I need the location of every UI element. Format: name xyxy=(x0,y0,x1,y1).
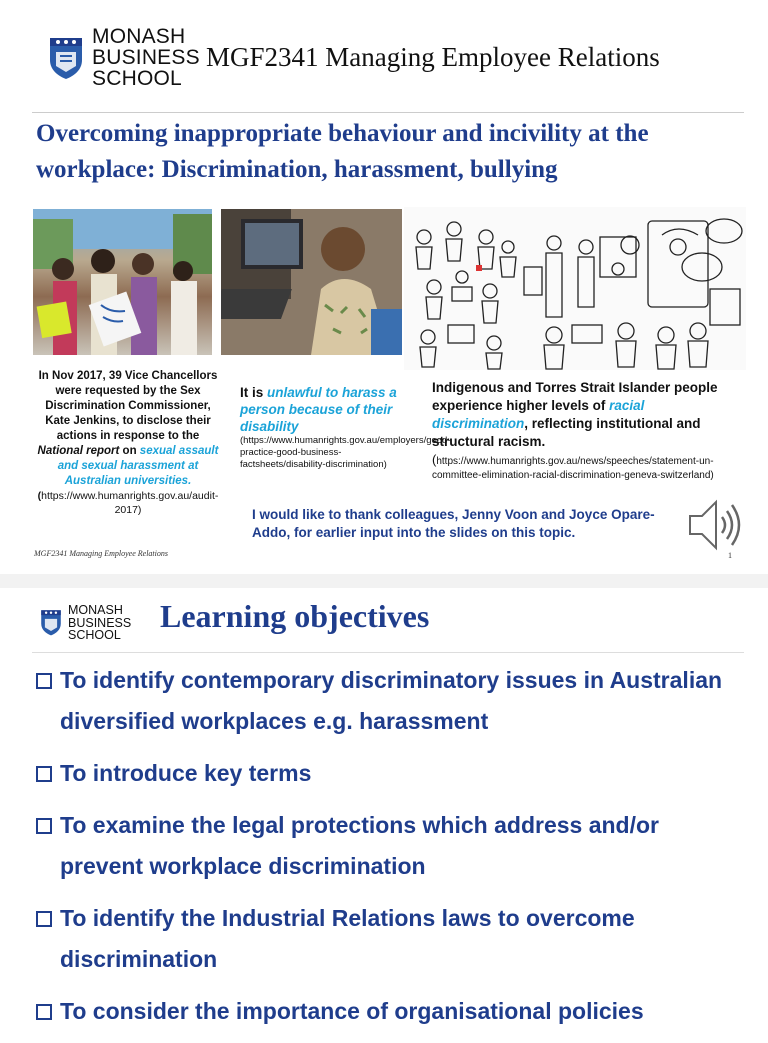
checkbox-icon xyxy=(36,766,52,782)
objective-text: To identify contemporary discriminatory issues in Australian diversified workplaces e.g. harassment xyxy=(60,667,723,734)
divider xyxy=(32,112,744,113)
slide-separator xyxy=(0,574,768,588)
racism-illustration xyxy=(404,207,746,370)
logo-line-3: SCHOOL xyxy=(68,628,121,642)
logo-line-2: BUSINESS xyxy=(68,615,132,630)
source-url xyxy=(432,453,742,483)
page-number: 1 xyxy=(728,551,732,560)
checkbox-icon xyxy=(36,911,52,927)
list-item xyxy=(34,660,734,742)
objective-text: To examine the legal protections which address and/or prevent workplace discrimination xyxy=(60,812,659,879)
objective-text: To consider the importance of organisational policies xyxy=(60,998,644,1024)
url-text: https://www.humanrights.gov.au/audit-2017) xyxy=(41,490,219,516)
logo-wordmark xyxy=(92,26,200,89)
monash-crest-icon xyxy=(40,609,62,636)
divider xyxy=(32,652,744,653)
objectives-list xyxy=(34,660,734,1043)
caption-text: In Nov 2017, 39 Vice Chancellors were requested by the Sex Discrimination Commissioner, Kate Jenkins, to disclose their actions in response to the xyxy=(38,370,218,442)
list-item xyxy=(34,805,734,887)
caption-text: on xyxy=(119,445,140,457)
caption-disability xyxy=(240,384,451,471)
url-bracket: ( xyxy=(432,452,437,467)
course-title: MGF2341 Managing Employee Relations xyxy=(206,42,660,72)
monash-logo xyxy=(48,26,200,89)
slide-heading: Overcoming inappropriate behaviour and incivility at the workplace: Discrimination, harassment, bullying xyxy=(36,120,649,183)
checkbox-icon xyxy=(36,818,52,834)
caption-text: It is xyxy=(240,385,268,400)
speaker-icon[interactable] xyxy=(686,496,746,554)
checkbox-icon xyxy=(36,673,52,689)
logo-line-1: MONASH xyxy=(68,603,123,617)
slide-2 xyxy=(0,588,768,1024)
caption-italic: National report xyxy=(37,445,120,457)
acknowledgement: I would like to thank colleagues, Jenny Voon and Joyce Opare-Addo, for earlier input into the slides on this topic. xyxy=(252,507,655,540)
logo-line-3: SCHOOL xyxy=(92,67,182,90)
caption-highlight: racial discrimination xyxy=(432,398,645,431)
list-item xyxy=(34,753,734,794)
caption-highlight: sexual assault and sexual harassment at Australian universities. xyxy=(57,445,219,487)
logo-wordmark xyxy=(68,604,131,642)
slide-footer: MGF2341 Managing Employee Relations xyxy=(34,549,168,558)
url-bracket: ( xyxy=(37,490,42,502)
slide-heading: Learning objectives xyxy=(160,598,430,634)
objective-text: To introduce key terms xyxy=(60,760,312,786)
monash-crest-icon xyxy=(48,36,84,80)
checkbox-icon xyxy=(36,1004,52,1020)
monash-logo xyxy=(40,604,131,642)
source-url xyxy=(36,489,220,517)
protest-photo xyxy=(33,209,212,355)
list-item xyxy=(34,991,734,1032)
caption-highlight: unlawful to harass a person because of their disability xyxy=(240,385,397,434)
logo-line-1: MONASH xyxy=(92,25,186,48)
list-item xyxy=(34,898,734,980)
caption-universities xyxy=(36,369,220,517)
disability-computer-photo xyxy=(221,209,402,355)
caption-text: , reflecting institutional and structural racism. xyxy=(432,416,701,449)
logo-line-2: BUSINESS xyxy=(92,46,200,69)
caption-racial xyxy=(432,379,742,483)
objective-text: To identify the Industrial Relations laws to overcome discrimination xyxy=(60,905,635,972)
url-text: https://www.humanrights.gov.au/news/speeches/statement-un-committee-elimination-racial-discrimination-geneva-switzerland) xyxy=(432,456,714,481)
caption-text: Indigenous and Torres Strait Islander people experience higher levels of xyxy=(432,380,718,413)
source-url: (https://www.humanrights.gov.au/employers/good-practice-good-business-factsheets/disability-discrimination) xyxy=(240,435,451,470)
